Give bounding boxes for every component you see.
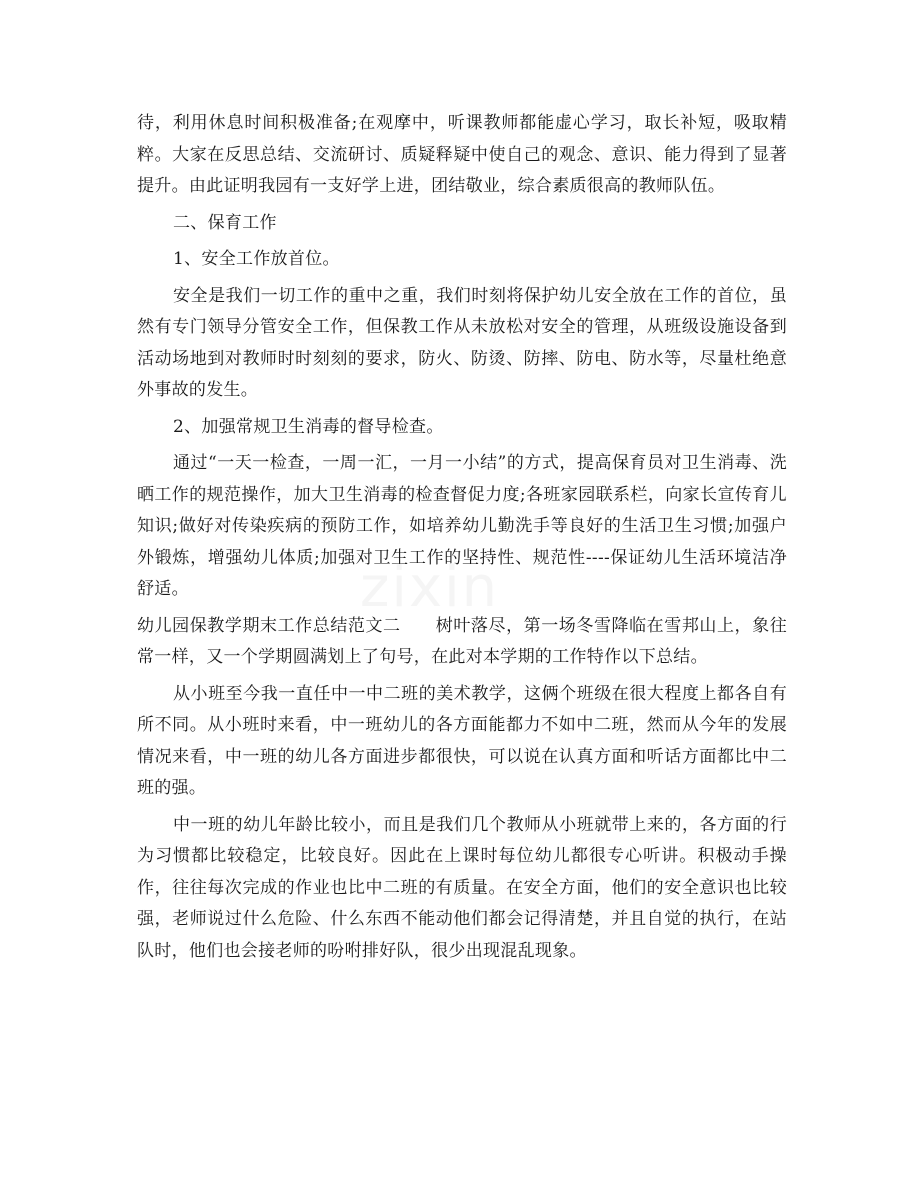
document-body	[137, 108, 787, 972]
paragraph-hygiene: 通过“一天一检查，一周一汇，一月一小结”的方式，提高保育员对卫生消毒、洗晒工作的规范操作，加大卫生消毒的检查督促力度;各班家园联系栏，向家长宣传育儿知识;做好对传染疾病的预防工作，如培养幼儿勤洗手等良好的生活卫生习惯;加强户外锻炼，增强幼儿体质;加强对卫生工作的坚持性、规范性----保证幼儿生活环境洁净舒适。	[137, 453, 787, 599]
section-heading-care-work: 二、保育工作	[173, 212, 277, 233]
paragraph-1: 待，利用休息时间积极准备;在观摩中，听课教师都能虚心学习，取长补短，吸取精粹。大家在反思总结、交流研讨、质疑释疑中使自己的观念、意识、能力得到了显著提升。由此证明我园有一支好学上进，团结敬业，综合素质很高的教师队伍。	[137, 113, 787, 196]
subheading-hygiene-inspection: 2、加强常规卫生消毒的督导检查。	[173, 416, 444, 437]
watermark-logo: zixin	[360, 555, 500, 620]
paragraph-summary-two-intro: 幼儿园保教学期末工作总结范文二 树叶落尽，第一场冬雪降临在雪邦山上，象往常一样，又一个学期圆满划上了句号，在此对本学期的工作特作以下总结。	[137, 615, 787, 667]
paragraph-safety: 安全是我们一切工作的重中之重，我们时刻将保护幼儿安全放在工作的首位，虽然有专门领导分管安全工作，但保教工作从未放松对安全的管理，从班级设施设备到活动场地到对教师时时刻刻的要求，防火、防烫、防摔、防电、防水等，尽量杜绝意外事故的发生。	[137, 285, 787, 400]
paragraph-art-teaching: 从小班至今我一直任中一中二班的美术教学，这俩个班级在很大程度上都各自有所不同。从小班时来看，中一班幼儿的各方面能都力不如中二班，然而从今年的发展情况来看，中一班的幼儿各方面进步都很快，可以说在认真方面和听话方面都比中二班的强。	[137, 683, 787, 798]
paragraph-class-one: 中一班的幼儿年龄比较小，而且是我们几个教师从小班就带上来的，各方面的行为习惯都比较稳定，比较良好。因此在上课时每位幼儿都很专心听讲。积极动手操作，往往每次完成的作业也比中二班的有质量。在安全方面，他们的安全意识也比较强，老师说过什么危险、什么东西不能动他们都会记得清楚，并且自觉的执行，在站队时，他们也会接老师的吩咐排好队，很少出现混乱现象。	[137, 814, 787, 961]
subheading-safety-first: 1、安全工作放首位。	[173, 249, 340, 269]
